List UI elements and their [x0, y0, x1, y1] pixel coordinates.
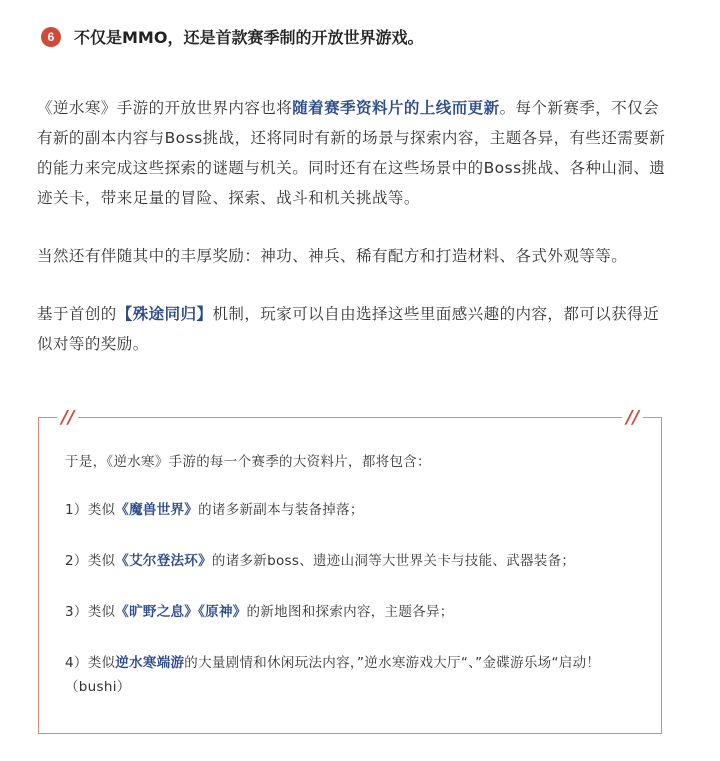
- paragraph-open-world: [37, 93, 669, 213]
- list-item-prefix: 2）类似: [65, 553, 116, 569]
- paragraph-text: 基于首创的: [37, 305, 117, 323]
- list-item-highlight: 《旷野之息》《原神》: [115, 604, 247, 620]
- paragraph-mechanism: [37, 299, 669, 359]
- list-item: [65, 600, 645, 624]
- highlight-text: 【殊途同归】: [116, 305, 213, 323]
- section-title: 不仅是MMO，还是首款赛季制的开放世界游戏。: [74, 28, 424, 47]
- list-item-prefix: 1）类似: [65, 502, 116, 518]
- list-item-highlight: 逆水寒端游: [115, 655, 185, 671]
- list-item-highlight: 《艾尔登法环》: [115, 553, 212, 569]
- list-item: [65, 498, 645, 522]
- paragraph-rewards: 当然还有伴随其中的丰厚奖励：神功、神兵、稀有配方和打造材料、各式外观等等。: [37, 247, 628, 265]
- paragraph-text: 机制，玩家可以自由选择这些里面感兴趣的内容，都可以获得近似对等的奖励。: [37, 305, 660, 353]
- list-item-prefix: 4）类似: [65, 655, 116, 671]
- paragraph-text: 。每个新赛季，不仅会有新的副本内容与Boss挑战，还将同时有新的场景与探索内容，主题各异，有些还需要新的能力来完成这些探索的谜题与机关。同时还有在这些场景中的Boss挑战、各种山洞、遗迹关卡，带来足量的冒险、探索、战斗和机关挑战等。: [37, 99, 666, 207]
- quote-mark-right-icon: //: [622, 409, 643, 427]
- list-item-highlight: 《魔兽世界》: [115, 502, 199, 518]
- section-header: [41, 25, 423, 48]
- quote-box: [38, 407, 662, 734]
- list-item-suffix: 的新地图和探索内容，主题各异；: [246, 604, 454, 620]
- list-item: [65, 651, 645, 699]
- list-item-prefix: 3）类似: [65, 604, 116, 620]
- highlight-text: 随着赛季资料片的上线而更新: [292, 99, 500, 117]
- quote-intro: 于是，《逆水寒》手游的每一个赛季的大资料片，都将包含：: [65, 454, 431, 470]
- list-item: [65, 549, 645, 573]
- paragraph-text: 《逆水寒》手游的开放世界内容也将: [37, 99, 293, 117]
- list-item-suffix: 的诸多新副本与装备掉落；: [198, 502, 364, 518]
- section-number-badge: 6: [41, 27, 61, 47]
- list-item-suffix: 的诸多新boss、遗迹山洞等大世界关卡与技能、武器装备；: [211, 553, 576, 569]
- quote-mark-left-icon: //: [57, 409, 78, 427]
- list-item-suffix: 的大量剧情和休闲玩法内容，”逆水寒游戏大厅“、”金碟游乐场“启动！（bushi）: [65, 655, 601, 695]
